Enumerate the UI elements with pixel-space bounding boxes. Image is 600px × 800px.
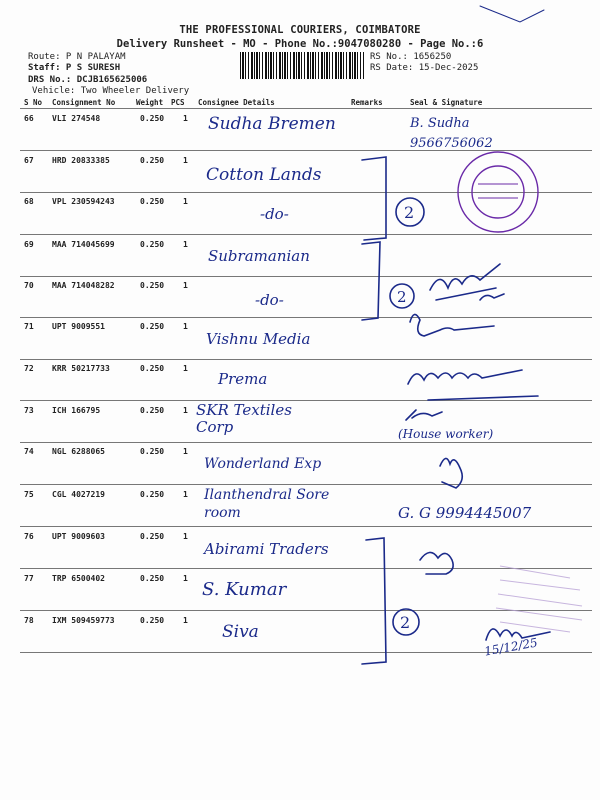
row-consignee: Cotton Lands <box>206 165 322 185</box>
row-consignee: -do- <box>255 291 284 309</box>
row-pcs: 1 <box>183 197 188 206</box>
signature-row-66: B. Sudha 9566756062 <box>410 116 493 151</box>
rs-date: RS Date: 15-Dec-2025 <box>370 63 479 73</box>
row-sno: 69 <box>24 240 34 249</box>
row-sno: 72 <box>24 364 34 373</box>
row-sno: 67 <box>24 156 34 165</box>
circled-number: 2 <box>404 203 415 222</box>
row-consignment: VLI 274548 <box>52 114 101 123</box>
row-consignment: MAA 714048282 <box>52 281 115 290</box>
row-consignee: Sudha Bremen <box>208 114 336 134</box>
col-header-remarks: Remarks <box>351 98 383 107</box>
row-consignee: Wonderland Exp <box>204 456 322 472</box>
row-consignment: NGL 6288065 <box>52 447 105 456</box>
row-weight: 0.250 <box>140 197 165 206</box>
row-sno: 78 <box>24 616 34 625</box>
row-weight: 0.250 <box>140 616 165 625</box>
row-consignee: SKR Textiles Corp <box>196 401 292 436</box>
row-weight: 0.250 <box>140 574 165 583</box>
row-consignee: Siva <box>222 622 259 642</box>
signature-row-75: G. G 9994445007 <box>398 504 532 522</box>
row-pcs: 1 <box>183 616 188 625</box>
signature-scribble <box>428 396 538 400</box>
signature-scribble <box>440 458 462 488</box>
row-sno: 76 <box>24 532 34 541</box>
row-consignment: UPT 9009551 <box>52 322 105 331</box>
document-title: THE PROFESSIONAL COURIERS, COIMBATORE <box>179 24 421 36</box>
row-pcs: 1 <box>183 406 188 415</box>
staff-label: Staff: P S SURESH <box>28 63 121 73</box>
row-pcs: 1 <box>183 574 188 583</box>
circled-number: 2 <box>397 288 407 306</box>
row-consignee: Abirami Traders <box>204 540 329 558</box>
row-weight: 0.250 <box>140 240 165 249</box>
company-seal-stamp <box>458 152 538 232</box>
row-pcs: 1 <box>183 364 188 373</box>
row-weight: 0.250 <box>140 364 165 373</box>
bracket-mark <box>362 242 380 320</box>
row-consignee: Vishnu Media <box>206 330 311 348</box>
signature-scribble <box>486 629 550 640</box>
row-consignment: UPT 9009603 <box>52 532 105 541</box>
row-consignment: MAA 714045699 <box>52 240 115 249</box>
row-consignee: -do- <box>260 205 289 223</box>
signature-scribble <box>430 264 504 300</box>
bracket-mark <box>362 538 386 664</box>
col-header-sno: S No <box>24 98 43 107</box>
row-pcs: 1 <box>183 114 188 123</box>
row-consignment: TRP 6500402 <box>52 574 105 583</box>
row-weight: 0.250 <box>140 281 165 290</box>
vehicle-label: Vehicle: Two Wheeler Delivery <box>32 86 190 96</box>
row-sno: 75 <box>24 490 34 499</box>
signature-scribble <box>408 370 522 384</box>
row-pcs: 1 <box>183 156 188 165</box>
row-sno: 74 <box>24 447 34 456</box>
col-header-signature: Seal & Signature <box>410 98 483 107</box>
col-header-pcs: PCS <box>171 98 185 107</box>
row-weight: 0.250 <box>140 114 165 123</box>
row-pcs: 1 <box>183 532 188 541</box>
row-pcs: 1 <box>183 322 188 331</box>
row-consignee: Subramanian <box>208 247 310 265</box>
row-consignment: CGL 4027219 <box>52 490 105 499</box>
row-pcs: 1 <box>183 240 188 249</box>
signature-scribble <box>420 552 453 574</box>
row-consignment: HRD 20833385 <box>52 156 110 165</box>
bracket-mark <box>362 157 386 240</box>
row-sno: 70 <box>24 281 34 290</box>
row-weight: 0.250 <box>140 322 165 331</box>
row-consignment: ICH 166795 <box>52 406 101 415</box>
row-sno: 71 <box>24 322 34 331</box>
route-label: Route: P N PALAYAM <box>28 52 126 62</box>
circled-number: 2 <box>400 613 411 632</box>
row-consignee: Prema <box>218 370 268 388</box>
row-weight: 0.250 <box>140 156 165 165</box>
row-consignment: IXM 509459773 <box>52 616 115 625</box>
faded-stamp <box>496 566 582 632</box>
row-sno: 77 <box>24 574 34 583</box>
row-pcs: 1 <box>183 281 188 290</box>
document-subtitle: Delivery Runsheet - MO - Phone No.:9047080280 - Page No.:6 <box>116 38 484 50</box>
col-header-consignment: Consignment No <box>52 98 116 107</box>
row-consignee: Ilanthendral Sore room <box>204 487 330 521</box>
row-sno: 73 <box>24 406 34 415</box>
row-sno: 66 <box>24 114 34 123</box>
row-weight: 0.250 <box>140 532 165 541</box>
row-sno: 68 <box>24 197 34 206</box>
row-consignee: S. Kumar <box>202 579 287 600</box>
rs-number: RS No.: 1656250 <box>370 52 452 62</box>
row-weight: 0.250 <box>140 490 165 499</box>
row-pcs: 1 <box>183 447 188 456</box>
col-header-weight: Weight <box>136 98 164 107</box>
drs-label: DRS No.: DCJB165625006 <box>28 75 148 85</box>
col-header-consignee: Consignee Details <box>198 98 275 107</box>
signature-scribble <box>410 314 494 336</box>
signature-date: 15/12/25 <box>483 635 539 659</box>
remark-house-worker: (House worker) <box>398 427 494 441</box>
row-weight: 0.250 <box>140 447 165 456</box>
row-pcs: 1 <box>183 490 188 499</box>
row-consignment: KRR 50217733 <box>52 364 110 373</box>
signature-scribble <box>406 410 442 420</box>
row-consignment: VPL 230594243 <box>52 197 115 206</box>
pen-stroke <box>480 6 544 22</box>
row-weight: 0.250 <box>140 406 165 415</box>
